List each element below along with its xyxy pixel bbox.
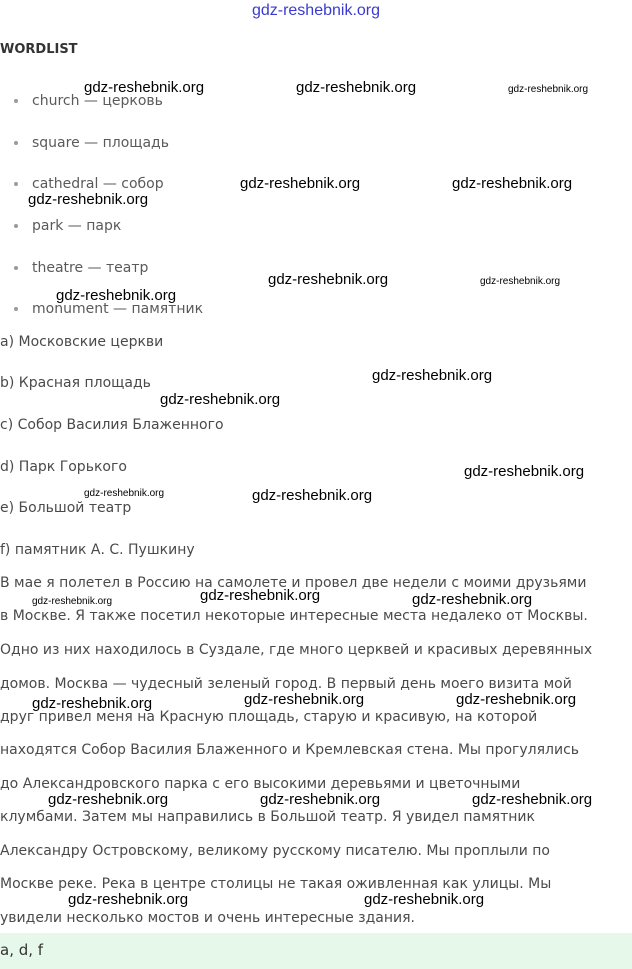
watermark: gdz-reshebnik.org xyxy=(252,487,373,504)
label-a: a) Московские церкви xyxy=(0,334,164,350)
watermark: gdz-reshebnik.org xyxy=(244,691,365,708)
watermark: gdz-reshebnik.org xyxy=(456,691,577,708)
bullet-icon xyxy=(14,224,18,228)
paragraph-line: Александру Островскому, великому русскому писателю. Мы проплыли по xyxy=(0,843,550,859)
watermark: gdz-reshebnik.org xyxy=(364,891,485,908)
site-watermark-top: gdz-reshebnik.org xyxy=(251,2,381,19)
watermark: gdz-reshebnik.org xyxy=(200,587,321,604)
label-c: c) Собор Василия Блаженного xyxy=(0,417,224,433)
label-d: d) Парк Горького xyxy=(0,459,127,475)
watermark: gdz-reshebnik.org xyxy=(56,287,177,304)
paragraph-line: Одно из них находилось в Суздале, где много церквей и красивых деревянных xyxy=(0,642,593,658)
watermark: gdz-reshebnik.org xyxy=(32,695,153,712)
paragraph-line: клумбами. Затем мы направились в Большой театр. Я увидел памятник xyxy=(0,809,535,825)
label-e: e) Большой театр xyxy=(0,500,132,516)
wordlist-item: cathedral — собор xyxy=(14,176,164,192)
watermark: gdz-reshebnik.org xyxy=(372,367,493,384)
watermark: gdz-reshebnik.org xyxy=(28,191,149,208)
watermark: gdz-reshebnik.org xyxy=(68,891,189,908)
paragraph-line: домов. Москва — чудесный зеленый город. В первый день моего визита мой xyxy=(0,676,572,692)
paragraph-line: Москве реке. Река в центре столицы не такая оживленная как улицы. Мы xyxy=(0,876,552,892)
watermark: gdz-reshebnik.org xyxy=(48,791,169,808)
watermark: gdz-reshebnik.org xyxy=(84,79,205,96)
paragraph-line: друг привел меня на Красную площадь, старую и красивую, на которой xyxy=(0,709,538,725)
paragraph-line: В мае я полетел в Россию на самолете и провел две недели с моими друзьями xyxy=(0,575,587,591)
paragraph-line: до Александровского парка с его высокими деревьями и цветочными xyxy=(0,776,521,792)
watermark: gdz-reshebnik.org xyxy=(268,271,389,288)
watermark: gdz-reshebnik.org xyxy=(160,391,281,408)
watermark: gdz-reshebnik.org xyxy=(508,84,589,95)
bullet-icon xyxy=(14,141,18,145)
bullet-icon xyxy=(14,266,18,270)
label-f: f) памятник А. С. Пушкину xyxy=(0,542,195,558)
watermark: gdz-reshebnik.org xyxy=(32,596,113,607)
wordlist-item: park — парк xyxy=(14,218,121,234)
wordlist-item: theatre — театр xyxy=(14,260,148,276)
watermark: gdz-reshebnik.org xyxy=(412,591,533,608)
watermark: gdz-reshebnik.org xyxy=(452,175,573,192)
wordlist-item: monument — памятник xyxy=(14,301,203,317)
watermark: gdz-reshebnik.org xyxy=(480,276,561,287)
bullet-icon xyxy=(14,307,18,311)
watermark: gdz-reshebnik.org xyxy=(260,791,381,808)
bullet-icon xyxy=(14,182,18,186)
watermark: gdz-reshebnik.org xyxy=(464,463,585,480)
watermark: gdz-reshebnik.org xyxy=(84,488,165,499)
wordlist-item: church — церковь xyxy=(14,93,163,109)
wordlist-title: WORDLIST xyxy=(0,42,78,57)
label-b: b) Красная площадь xyxy=(0,375,151,391)
paragraph-line: находятся Собор Василия Блаженного и Кремлевская стена. Мы прогулялись xyxy=(0,742,580,758)
watermark: gdz-reshebnik.org xyxy=(240,175,361,192)
answer-box xyxy=(0,933,632,969)
watermark: gdz-reshebnik.org xyxy=(472,791,593,808)
paragraph-line: в Москве. Я также посетил некоторые интересные места недалеко от Москвы. xyxy=(0,608,588,624)
wordlist-item: square — площадь xyxy=(14,135,169,151)
watermark: gdz-reshebnik.org xyxy=(296,79,417,96)
paragraph-line: увидели несколько мостов и очень интересные здания. xyxy=(0,910,415,926)
bullet-icon xyxy=(14,99,18,103)
answer-text: a, d, f xyxy=(0,941,44,959)
